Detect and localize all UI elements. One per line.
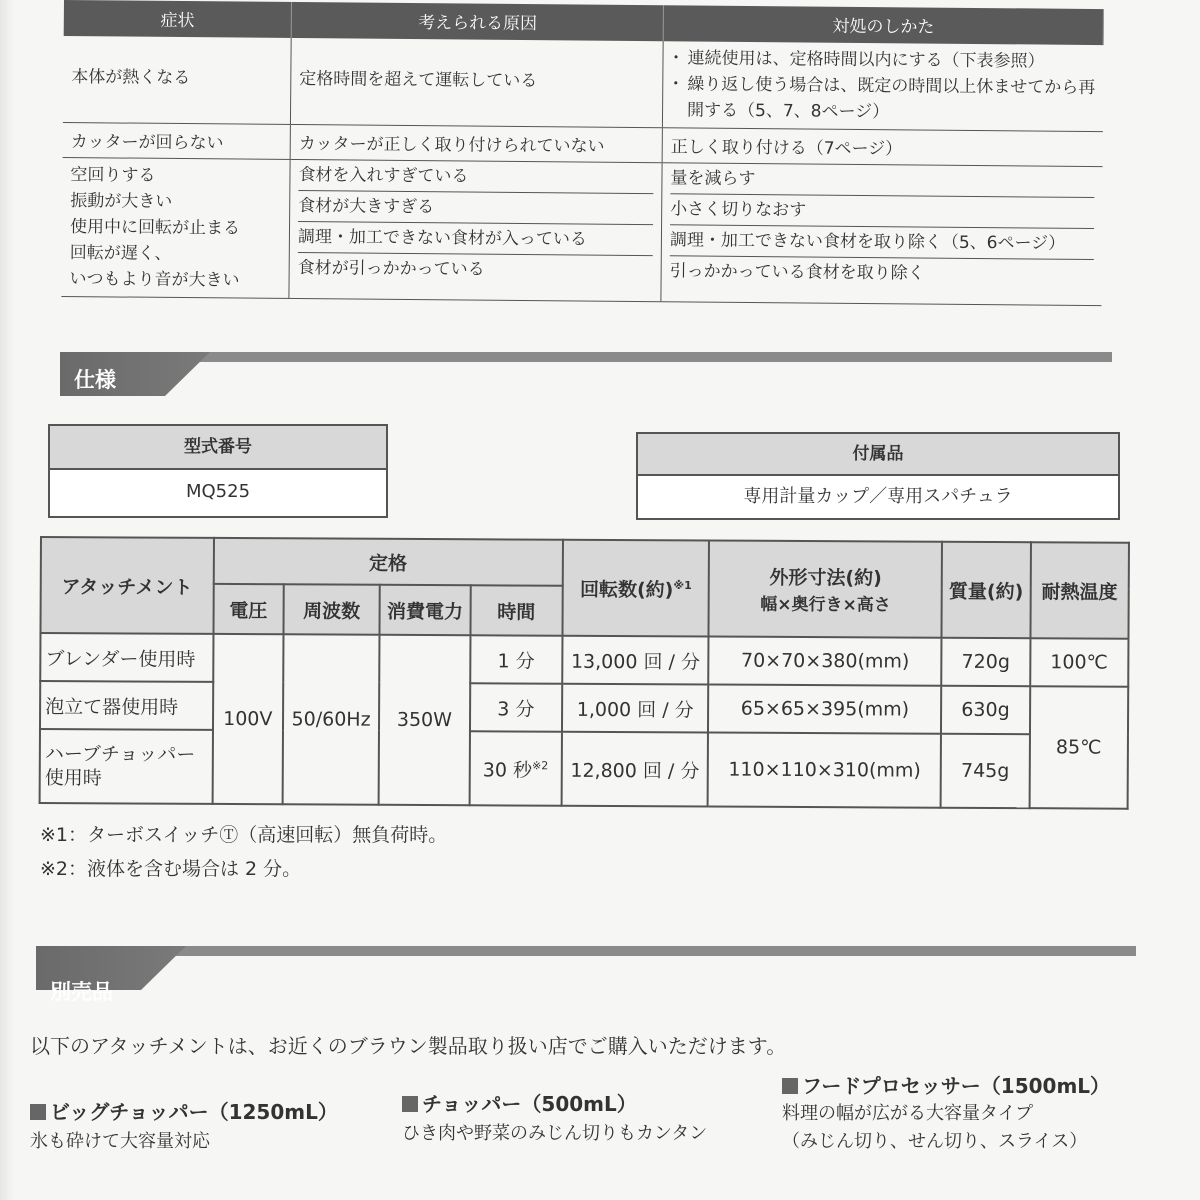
size-value: 110×110×310(mm) [708, 733, 941, 808]
option-title-text: チョッパー（500mL） [422, 1092, 637, 1116]
model-value: MQ525 [185, 481, 251, 502]
voltage-value: 100V [212, 634, 283, 804]
remedy-bullet: ・ 連続使用は、定格時間以内にする（下表参照） [671, 45, 1095, 75]
section-title: 別売品 [50, 980, 113, 1004]
footnote: ※1：ターボスイッチⓉ（高速回転）無負荷時。 [40, 824, 448, 846]
header-symptom: 症状 [64, 0, 293, 38]
spec-table [39, 536, 1130, 810]
time-text: 30 秒 [482, 758, 533, 782]
time-note: ※2 [531, 758, 549, 772]
cause-subrow: 食材を入れすぎている [298, 160, 653, 194]
accessories-box [636, 432, 1120, 520]
th-time: 時間 [470, 585, 563, 635]
symptom-cell [61, 158, 290, 298]
cause-cell [289, 160, 662, 301]
model-box [48, 424, 388, 518]
trouble-row [63, 36, 1104, 132]
th-size-sub: 幅×奥行き×高さ [760, 594, 891, 616]
power-value: 350W [379, 635, 470, 805]
square-bullet-icon [30, 1104, 46, 1120]
remedy-subrow: 小さく切りなおす [670, 194, 1094, 229]
heat-value: 85℃ [1029, 686, 1128, 809]
option-desc: 氷も砕けて大容量対応 [30, 1131, 210, 1152]
weight-value: 720g [941, 638, 1030, 686]
symptom-line: いつもより音が大きい [69, 269, 240, 291]
options-intro: 以下のアタッチメントは、お近くのブラウン製品取り扱い店でご購入いただけます。 [30, 1034, 787, 1058]
freq-value: 50/60Hz [282, 634, 379, 805]
rpm-value: 12,800 回 / 分 [561, 732, 708, 807]
attachment-name: ブレンダー使用時 [40, 633, 213, 682]
option-desc-line: （みじん切り、せん切り、スライス） [782, 1131, 1088, 1152]
trouble-row [61, 158, 1102, 306]
th-rpm-text: 回転数(約) [579, 578, 674, 601]
section-bar [36, 946, 1136, 956]
option-title [782, 1070, 1110, 1099]
remedy-cell [663, 41, 1104, 131]
trouble-table [61, 0, 1104, 306]
time-value: 3 分 [470, 683, 563, 731]
remedy-cell [661, 163, 1102, 305]
option-desc-line: 料理の幅が広がる大容量タイプ [782, 1103, 1034, 1124]
remedy-subrow: 調理・加工できない食材を取り除く（5、6ページ） [670, 225, 1094, 260]
option-title-text: フードプロセッサー（1500mL） [802, 1074, 1111, 1098]
th-heat: 耐熱温度 [1030, 542, 1129, 639]
header-cause: 考えられる原因 [292, 2, 664, 41]
time-value [469, 731, 562, 805]
attachment-name: ハーブチョッパー使用時 [40, 729, 213, 804]
time-value: 1 分 [470, 635, 563, 683]
cause-cell: 定格時間を超えて運転している [291, 38, 664, 127]
symptom-cell: カッターが回らない [63, 123, 291, 159]
th-size [709, 541, 942, 638]
accessories-value: 専用計量カップ／専用スパチュラ [743, 486, 1013, 507]
weight-value: 630g [941, 686, 1030, 734]
spec-row [40, 681, 1128, 735]
heat-value: 100℃ [1030, 638, 1129, 687]
spec-row [40, 633, 1128, 687]
size-value: 65×65×395(mm) [708, 685, 941, 734]
th-power: 消費電力 [380, 585, 471, 635]
header-remedy: 対処のしかた [664, 5, 1104, 45]
cause-cell: カッターが正しく取り付けられていない [291, 125, 663, 162]
rpm-value: 13,000 回 / 分 [562, 636, 709, 685]
symptom-line: 空回りする [70, 165, 156, 186]
accessories-label: 付属品 [638, 434, 1118, 476]
remedy-subrow: 量を減らす [670, 163, 1094, 198]
weight-value: 745g [941, 734, 1030, 808]
symptom-line: 回転が遅く、 [69, 243, 172, 264]
option-desc: ひき肉や野菜のみじん切りもカンタン [402, 1123, 708, 1144]
rpm-value: 1,000 回 / 分 [562, 684, 709, 733]
symptom-line: 振動が大きい [70, 191, 173, 212]
options-section-header [36, 946, 1136, 1004]
option-title [30, 1096, 338, 1125]
th-freq: 周波数 [283, 584, 380, 635]
model-label: 型式番号 [50, 426, 386, 470]
th-voltage: 電圧 [213, 584, 284, 634]
cause-subrow: 食材が大きすぎる [298, 191, 653, 225]
page-edge [0, 0, 14, 1200]
remedy-bullet: ・ 繰り返し使う場合は、既定の時間以上休ませてから再開する（5、7、8ページ） [671, 71, 1095, 127]
square-bullet-icon [402, 1096, 418, 1112]
th-weight: 質量(約) [942, 542, 1031, 638]
symptom-line: 使用中に回転が止まる [69, 217, 241, 239]
th-size-text: 外形寸法(約) [769, 566, 882, 590]
option-title [402, 1088, 637, 1117]
footnote: ※2：液体を含む場合は 2 分。 [40, 858, 302, 880]
cause-subrow: 調理・加工できない食材が入っている [298, 222, 653, 256]
spec-section-header [60, 352, 1112, 396]
option-title-text: ビッグチョッパー（1250mL） [50, 1100, 338, 1124]
th-rating: 定格 [213, 538, 562, 586]
option-desc [782, 1100, 1087, 1156]
attachment-name: 泡立て器使用時 [40, 681, 213, 730]
square-bullet-icon [782, 1078, 798, 1094]
th-attachment: アタッチメント [40, 537, 213, 634]
size-value: 70×70×380(mm) [709, 637, 942, 686]
remedy-subrow: 引っかかっている食材を取り除く [669, 261, 925, 284]
remedy-cell: 正しく取り付ける（7ページ） [670, 137, 903, 160]
cause-subrow: 食材が引っかかっている [297, 258, 485, 280]
spec-row [40, 729, 1128, 809]
section-bar [60, 352, 1112, 362]
th-rpm [562, 540, 709, 637]
section-title: 仕様 [74, 368, 116, 392]
th-rpm-note: ※1 [673, 578, 692, 592]
symptom-cell: 本体が熱くなる [63, 36, 292, 124]
